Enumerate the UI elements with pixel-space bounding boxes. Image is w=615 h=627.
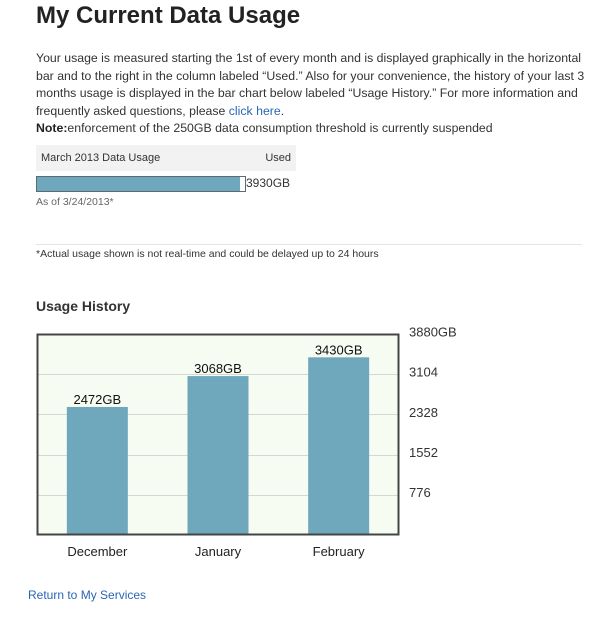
bar-february — [308, 357, 369, 535]
divider — [36, 244, 582, 245]
bar-january — [188, 376, 249, 535]
bar-data-label: 3068GB — [194, 361, 242, 377]
page-title: My Current Data Usage — [36, 2, 301, 29]
usage-history-heading: Usage History — [36, 298, 131, 314]
intro-paragraph — [36, 50, 588, 138]
usage-period-label: March 2013 Data Usage — [41, 152, 161, 164]
footnote: *Actual usage shown is not real-time and could be delayed up to 24 hours — [36, 248, 379, 260]
usage-bar-track — [36, 176, 246, 192]
return-to-my-services-link[interactable]: Return to My Services — [28, 588, 147, 602]
current-usage-table — [36, 145, 296, 171]
y-tick-label: 3104 — [409, 364, 438, 380]
usage-history-chart — [0, 322, 615, 567]
note-text: enforcement of the 250GB data consumption threshold is currently suspended — [67, 121, 493, 135]
x-tick-label: February — [312, 544, 365, 559]
intro-text: Your usage is measured starting the 1st of every month and is displayed graphically in the horizontal bar and to the right in the column labeled “Used.” Also for your convenience, the history of your last 3 months usage is displayed in the bar chart below labeled “Usage History.” For more information and frequently asked questions, please — [36, 51, 585, 118]
bar-data-label: 3430GB — [314, 342, 363, 358]
x-tick-label: December — [67, 544, 128, 559]
y-tick-label: 1552 — [409, 445, 438, 461]
bar-december — [67, 407, 128, 535]
bar-data-label: 2472GB — [73, 391, 122, 407]
usage-table-header — [36, 145, 296, 171]
note-label: Note: — [36, 121, 68, 135]
usage-used-value: 3930GB — [246, 176, 291, 190]
x-tick-label: January — [194, 544, 242, 559]
y-tick-label: 2328 — [409, 404, 438, 420]
y-tick-label: 3880GB — [409, 324, 457, 340]
click-here-link[interactable]: click here — [228, 103, 281, 118]
y-tick-label: 776 — [409, 485, 431, 501]
intro-end: . — [280, 103, 285, 118]
used-column-label: Used — [265, 152, 291, 164]
as-of-date: As of 3/24/2013* — [36, 196, 114, 208]
usage-bar-fill — [37, 177, 240, 191]
